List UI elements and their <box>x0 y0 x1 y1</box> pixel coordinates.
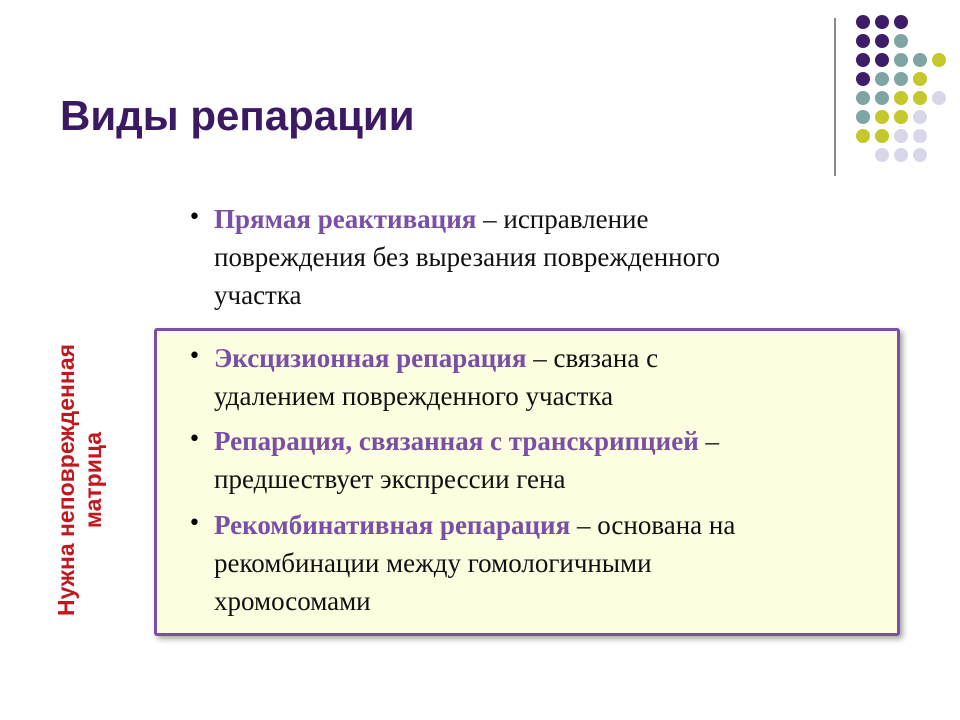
decorative-dot <box>875 15 889 29</box>
decorative-dot <box>894 91 908 105</box>
decorative-dot <box>856 91 870 105</box>
bullet-term: Эксцизионная репарация <box>214 343 527 373</box>
decorative-dot <box>894 34 908 48</box>
decorative-dot <box>894 15 908 29</box>
decorative-dot <box>913 110 927 124</box>
divider-line <box>834 18 836 176</box>
decorative-dot <box>894 53 908 67</box>
bullet-text: рекомбинации между гомологичными <box>214 548 652 578</box>
decorative-dot <box>913 72 927 86</box>
decorative-dot <box>875 148 889 162</box>
bullet-icon: • <box>188 427 201 452</box>
decorative-dot <box>894 72 908 86</box>
side-label <box>53 320 107 640</box>
bullet-icon: • <box>188 344 201 369</box>
decorative-dot <box>856 110 870 124</box>
bullet-text: – исправление <box>476 204 649 234</box>
decorative-dot <box>875 34 889 48</box>
decorative-dot <box>875 91 889 105</box>
decorative-dot <box>913 148 927 162</box>
bullet-text: – связана с <box>526 343 659 373</box>
decorative-dot <box>856 53 870 67</box>
bullet-recombination-repair <box>188 506 735 620</box>
bullet-text: – <box>698 426 720 456</box>
decorative-dot <box>894 129 908 143</box>
bullet-icon: • <box>188 205 201 230</box>
bullet-excision-repair <box>188 339 658 415</box>
decorative-dot <box>913 129 927 143</box>
bullet-text: – основана на <box>570 510 736 540</box>
side-label-line: Нужна неповрежденная <box>53 343 79 617</box>
decorative-dot <box>913 91 927 105</box>
bullet-term: Прямая реактивация <box>214 204 477 234</box>
decorative-dot <box>856 72 870 86</box>
decorative-dot <box>856 15 870 29</box>
decorative-dot <box>875 72 889 86</box>
bullet-term: Репарация, связанная с транскрипцией <box>214 426 699 456</box>
bullet-text: повреждения без вырезания поврежденного <box>214 242 721 272</box>
decorative-dot <box>932 91 946 105</box>
decorative-dot <box>856 34 870 48</box>
bullet-text: участка <box>214 280 302 310</box>
bullet-text: удалением поврежденного участка <box>214 381 614 411</box>
decorative-dot <box>875 129 889 143</box>
decorative-dot <box>875 53 889 67</box>
bullet-transcription-repair <box>188 422 719 498</box>
decorative-dot <box>856 129 870 143</box>
decorative-dot <box>932 53 946 67</box>
bullet-text: предшествует экспрессии гена <box>214 464 566 494</box>
decorative-dot <box>894 148 908 162</box>
decorative-dot <box>875 110 889 124</box>
side-label-line: матрица <box>80 431 106 529</box>
bullet-icon: • <box>188 511 201 536</box>
bullet-term: Рекомбинативная репарация <box>214 510 571 540</box>
bullet-direct-reactivation <box>188 200 720 314</box>
decorative-dot <box>894 110 908 124</box>
slide-title: Виды репарации <box>60 92 415 139</box>
bullet-text: хромосомами <box>214 586 371 616</box>
decorative-dot <box>913 53 927 67</box>
